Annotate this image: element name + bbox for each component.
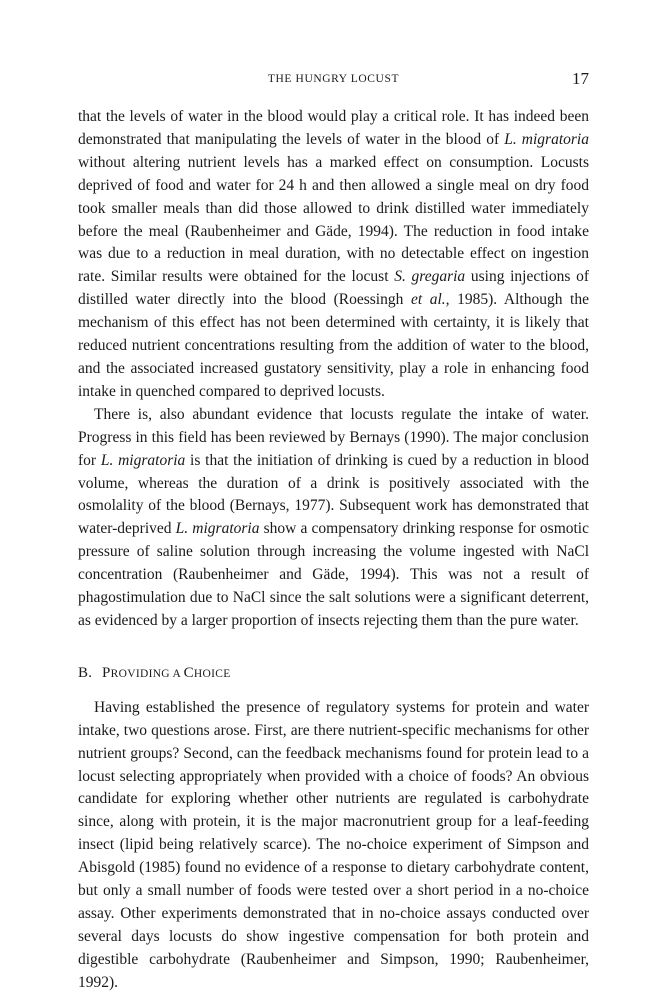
text-segment: show a compensatory drinking response for osmotic pressure of saline solution through increasing the volume ingested with NaCl concentration (Raubenheimer and Gäde, 1994). This was not a result of phagostimulation due to NaCl since the salt solutions were a significant deterrent, as evidenced by a larger proportion of insects rejecting them than the pure water. xyxy=(78,520,589,629)
section-title-initial: C xyxy=(183,664,194,681)
citation-italic: et al., xyxy=(410,291,450,309)
section-heading xyxy=(78,665,589,685)
body-text xyxy=(78,106,589,995)
text-segment: 1985). Although the mechanism of this effect has not been determined with certainty, it is likely that reduced nutrient concentrations resulting from the addition of water to the blood, and the associated increased gustatory sensitivity, play a role in enhancing food intake in quenched compared to deprived locusts. xyxy=(78,291,589,400)
running-head xyxy=(78,69,589,93)
paragraph-2 xyxy=(78,404,589,633)
section-title-smallcaps: HOICE xyxy=(193,667,231,680)
section-title xyxy=(102,665,231,680)
species-name-italic: L. migratoria xyxy=(504,130,589,148)
species-name-italic: S. gregaria xyxy=(394,268,466,286)
text-segment: that the levels of water in the blood would play a critical role. It has indeed been demonstrated that manipulating the levels of water in the blood of xyxy=(78,108,589,148)
page-number: 17 xyxy=(572,69,589,88)
paragraph-3 xyxy=(78,697,589,995)
section-title-initial: P xyxy=(102,664,111,681)
species-name-italic: L. migratoria xyxy=(175,520,260,538)
section-number: B. xyxy=(78,664,93,681)
text-segment: using injections of distilled water directly into the blood (Roessingh xyxy=(78,268,589,309)
text-segment: There is, also abundant evidence that locusts regulate the intake of water. Progress in this field has been reviewed by Bernays (1990). The major conclusion for xyxy=(78,405,589,469)
running-head-title: THE HUNGRY LOCUST xyxy=(267,73,400,85)
species-name-italic: L. migratoria xyxy=(100,451,186,469)
section-title-smallcaps: ROVIDING A xyxy=(110,667,184,680)
text-segment: Having established the presence of regulatory systems for protein and water intake, two questions arose. First, are there nutrient-specific mechanisms for other nutrient groups? Second, can the feedback mechanisms found for protein lead to a locust selecting appropriately when provided with a choice of foods? An obvious candidate for exploring whether other nutrients are regulated is carbohydrate since, along with protein, it is the major macronutrient group for a leaf-feeding insect (lipid being relatively scarce). The no-choice experiment of Simpson and Abisgold (1985) found no evidence of a response to dietary carbohydrate content, but only a small number of foods were tested over a short period in a no-choice assay. Other experiments demonstrated that in no-choice assays conducted over several days locusts do show ingestive compensation for both protein and digestible carbohydrate (Raubenheimer and Simpson, 1990; Raubenheimer, 1992). xyxy=(78,698,589,991)
paragraph-1 xyxy=(78,106,589,404)
text-segment: without altering nutrient levels has a marked effect on consumption. Locusts deprived of food and water for 24 h and then allowed a single meal on dry food took smaller meals than did those allowed to drink distilled water immediately before the meal (Raubenheimer and Gäde, 1994). The reduction in food intake was due to a reduction in meal duration, with no detectable effect on ingestion rate. Similar results were obtained for the locust xyxy=(78,153,589,286)
text-segment: is that the initiation of drinking is cued by a reduction in blood volume, whereas the duration of a drink is positively associated with the osmolality of the blood (Bernays, 1977). Subsequent work has demonstrated that water-deprived xyxy=(78,451,589,538)
